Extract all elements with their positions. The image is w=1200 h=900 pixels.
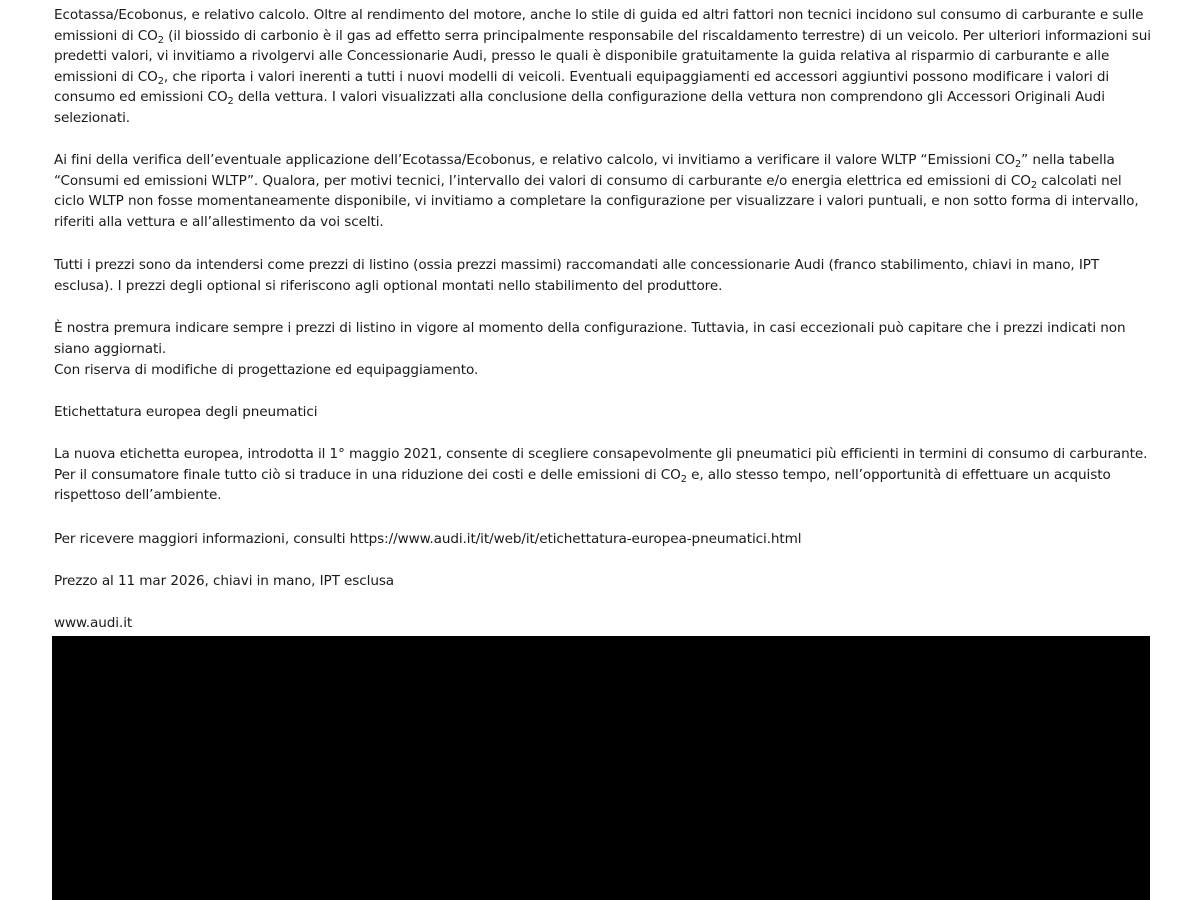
paragraph-more-info: Per ricevere maggiori informazioni, consulti https://www.audi.it/it/web/it/etichettatura-europea-pneumatici.html (54, 531, 802, 547)
site-link[interactable]: www.audi.it (54, 615, 133, 631)
paragraph-tyre-label: La nuova etichetta europea, introdotta il 1° maggio 2021, consente di scegliere consapevolmente gli pneumatici più efficienti in termini di consumo di carburante. Per il consumatore finale tutto ciò si traduce in una riduzione dei costi e delle emissioni di $CO_2$ e, allo stesso tempo, nell’opportunità di effettuare un acquisto rispettoso dell’ambiente. (54, 446, 1148, 504)
paragraph-co2-info: Ecotassa/Ecobonus, e relativo calcolo. Oltre al rendimento del motore, anche lo stile di guida ed altri fattori non tecnici incidono sul consumo di carburante e sulle emissioni di $CO_2$ (il biossido di carbonio è il gas ad effetto serra principalmente responsabile del riscaldamento terrestre) di un veicolo. Per ulteriori informazioni sui predetti valori, vi invitiamo a rivolgervi alle Concessionarie Audi, presso le quali è disponibile gratuitamente la guida relativa al risparmio di carburante e alle emissioni di $CO_2$, che riporta i valori inerenti a tutti i nuovi modelli di veicoli. Eventuali equipaggiamenti ed accessori aggiuntivi possono modificare i valori di consumo ed emissioni $CO_2$ della vettura. I valori visualizzati alla conclusione della configurazione della vettura non comprendono gli Accessori Originali Audi selezionati. (54, 7, 1151, 126)
paragraph-price-date: Prezzo al 11 mar 2026, chiavi in mano, IPT esclusa (54, 573, 395, 589)
heading-tyre-label: Etichettatura europea degli pneumatici (54, 404, 318, 420)
paragraph-reservation: Con riserva di modifiche di progettazione ed equipaggiamento. (54, 362, 479, 378)
paragraph-prices: Tutti i prezzi sono da intendersi come prezzi di listino (ossia prezzi massimi) raccomandati alle concessionarie Audi (franco stabilimento, chiavi in mano, IPT esclusa). I prezzi degli optional si riferiscono agli optional montati nello stabilimento del produttore. (54, 257, 1100, 294)
black-panel (52, 636, 1150, 900)
paragraph-wltp-info: Ai fini della verifica dell’eventuale applicazione dell’Ecotassa/Ecobonus, e relativo calcolo, vi invitiamo a verificare il valore WLTP “Emissioni $CO_2$” nella tabella “Consumi ed emissioni WLTP”. Qualora, per motivi tecnici, l’intervallo dei valori di consumo di carburante e/o energia elettrica ed emissioni di $CO_2$ calcolati nel ciclo WLTP non fosse momentaneamente disponibile, vi invitiamo a completare la configurazione per visualizzare i valori puntuali, e non sotto forma di intervallo, riferiti alla vettura e all’allestimento da voi scelti. (54, 152, 1139, 230)
paragraph-price-update: È nostra premura indicare sempre i prezzi di listino in vigore al momento della configurazione. Tuttavia, in casi eccezionali può capitare che i prezzi indicati non siano aggiornati. (54, 320, 1126, 357)
